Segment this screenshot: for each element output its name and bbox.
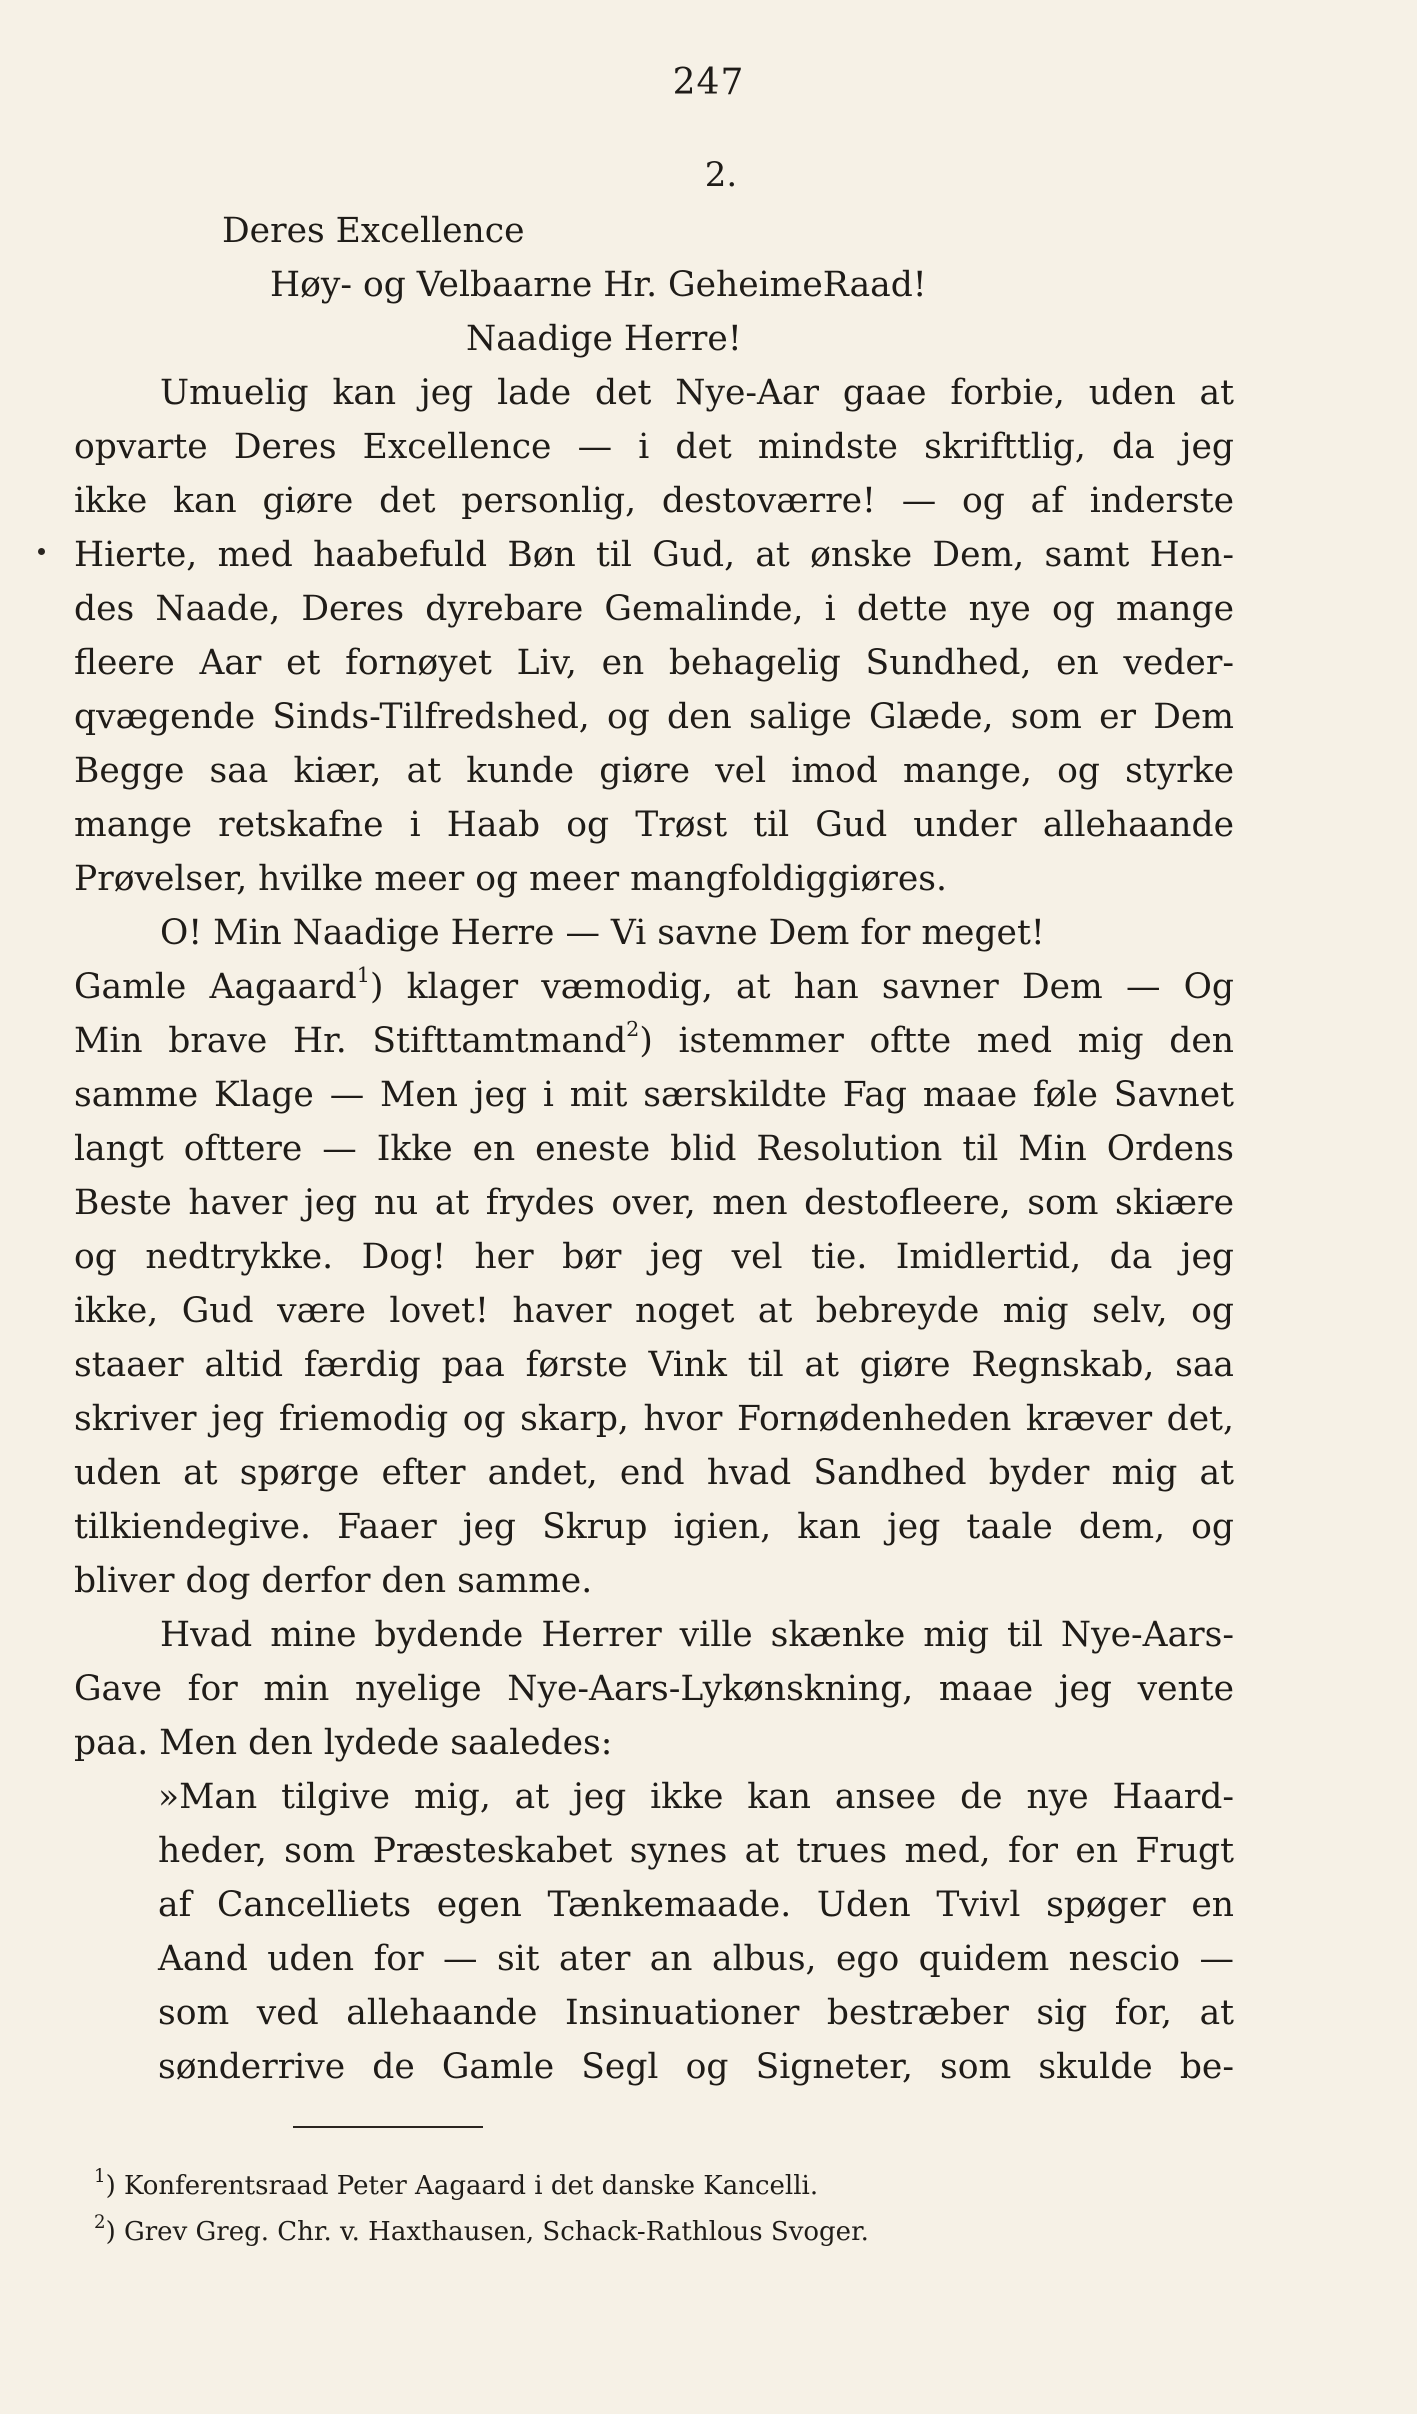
text-line: Umuelig kan jeg lade det Nye-Aar gaae forbie, uden at [160, 373, 1234, 413]
footnote-ref-1: 1 [356, 963, 370, 988]
salutation-line-2: Høy- og Velbaarne Hr. GeheimeRaad! [270, 265, 927, 305]
text-line: og nedtrykke. Dog! her bør jeg vel tie. Imidlertid, da jeg [74, 1237, 1234, 1277]
page-number: 247 [672, 62, 745, 103]
text-line: samme Klage — Men jeg i mit særskildte Fag maae føle Savnet [74, 1075, 1234, 1115]
footnote-divider [293, 2126, 483, 2128]
text-line: staaer altid færdig paa første Vink til at giøre Regnskab, saa [74, 1345, 1234, 1385]
text-line: skriver jeg friemodig og skarp, hvor Fornødenheden kræver det, [74, 1399, 1234, 1439]
text-line: paa. Men den lydede saaledes: [74, 1723, 613, 1763]
text-line: fleere Aar et fornøyet Liv, en behagelig Sundhed, en veder- [74, 643, 1234, 683]
text-line: Begge saa kiær, at kunde giøre vel imod mange, og styrke [74, 751, 1234, 791]
section-number: 2. [704, 155, 738, 195]
footnote-ref-2: 2 [626, 1017, 640, 1042]
quote-line: som ved allehaande Insinuationer bestræber sig for, at [158, 1993, 1234, 2033]
text-line: uden at spørge efter andet, end hvad Sandhed byder mig at [74, 1453, 1234, 1493]
text-line: Prøvelser, hvilke meer og meer mangfoldiggiøres. [74, 859, 947, 899]
text-line: mange retskafne i Haab og Trøst til Gud under allehaande [74, 805, 1234, 845]
text-line: des Naade, Deres dyrebare Gemalinde, i dette nye og mange [74, 589, 1234, 629]
text-line: Gave for min nyelige Nye-Aars-Lykønskning, maae jeg vente [74, 1669, 1234, 1709]
margin-dot [38, 548, 45, 555]
text-line: qvægende Sinds-Tilfredshed, og den salige Glæde, som er Dem [74, 697, 1234, 737]
text-line: ikke, Gud være lovet! haver noget at bebreyde mig selv, og [74, 1291, 1234, 1331]
quote-line: Aand uden for — sit ater an albus, ego quidem nescio — [158, 1939, 1234, 1979]
text-line: Min brave Hr. Stifttamtmand$^2$) istemmer oftte med mig den [74, 1017, 1234, 1061]
footnote-1: $^1$) Konferentsraad Peter Aagaard i det danske Kancelli. [94, 2165, 819, 2201]
quote-line: »Man tilgive mig, at jeg ikke kan ansee de nye Haard- [158, 1777, 1234, 1817]
text-line: Hvad mine bydende Herrer ville skænke mig til Nye-Aars- [160, 1615, 1234, 1655]
quote-line: af Cancelliets egen Tænkemaade. Uden Tvivl spøger en [158, 1885, 1234, 1925]
text-line: ikke kan giøre det personlig, destoværre! — og af inderste [74, 481, 1234, 521]
text-line: O! Min Naadige Herre — Vi savne Dem for meget! [160, 913, 1045, 953]
text-line: opvarte Deres Excellence — i det mindste skrifttlig, da jeg [74, 427, 1234, 467]
text-line: tilkiendegive. Faaer jeg Skrup igien, kan jeg taale dem, og [74, 1507, 1234, 1547]
footnote-2: $^2$) Grev Greg. Chr. v. Haxthausen, Schack-Rathlous Svoger. [94, 2211, 869, 2247]
salutation-line-1: Deres Excellence [222, 211, 525, 251]
text-line: langt ofttere — Ikke en eneste blid Resolution til Min Ordens [74, 1129, 1234, 1169]
text-line: Gamle Aagaard$^1$) klager væmodig, at han savner Dem — Og [74, 963, 1235, 1007]
quote-line: sønderrive de Gamle Segl og Signeter, som skulde be- [158, 2047, 1234, 2087]
text-line: Hierte, med haabefuld Bøn til Gud, at ønske Dem, samt Hen- [74, 535, 1234, 575]
quote-line: heder, som Præsteskabet synes at trues med, for en Frugt [158, 1831, 1234, 1871]
salutation-line-3: Naadige Herre! [466, 319, 742, 359]
text-line: bliver dog derfor den samme. [74, 1561, 593, 1601]
text-line: Beste haver jeg nu at frydes over, men destofleere, som skiære [74, 1183, 1234, 1223]
